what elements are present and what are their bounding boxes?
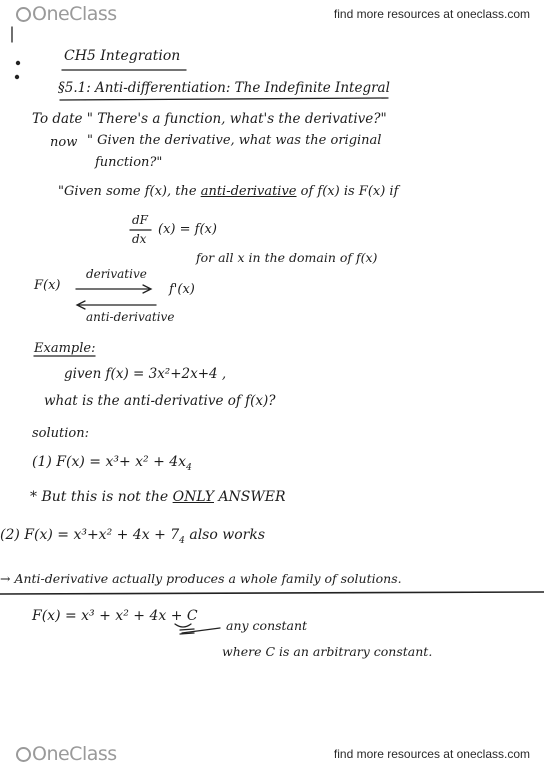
definition-prefix: "Given some f(x), the (58, 184, 197, 199)
bullet-dot-1 (16, 61, 20, 65)
derivative-label: derivative (86, 267, 147, 281)
any-constant-label: any constant (226, 618, 308, 633)
example-label: Example: (34, 341, 96, 356)
now-line-2: function?" (95, 155, 163, 170)
solution-2-subscript: 4 (179, 535, 185, 546)
general-solution: F(x) = x³ + x² + 4x + C (32, 608, 198, 624)
c-arrow (182, 628, 220, 633)
definition-suffix: of f(x) is F(x) if (300, 184, 399, 199)
footer-logo-text: OneClass (32, 743, 117, 765)
solution-2 (0, 527, 265, 546)
frac-numerator: dF (132, 213, 149, 227)
where-c-line: where C is an arbitrary constant. (222, 644, 433, 659)
family-line: → Anti-derivative actually produces a whole family of solutions. (0, 571, 402, 586)
solution-2-text: (2) F(x) = x³+x² + 4x + 7 (0, 527, 180, 543)
now-line-1: " Given the derivative, what was the original (87, 133, 382, 148)
definition-line (58, 184, 398, 199)
for-all-line: for all x in the domain of f(x) (196, 250, 378, 265)
frac-denominator: dx (132, 232, 147, 246)
family-underline (0, 592, 544, 594)
c-double-line-1 (180, 629, 194, 630)
anti-derivative-label: anti-derivative (86, 310, 175, 324)
page-header (0, 0, 544, 30)
logo-text: OneClass (32, 3, 117, 25)
section-title: §5.1: Anti-differentiation: The Indefinite Integral (58, 80, 390, 96)
F-of-x: F(x) (34, 278, 61, 293)
given-fx-line: given f(x) = 3x²+2x+4 , (64, 366, 227, 382)
now-label: now (50, 135, 78, 150)
section-underline (60, 98, 388, 100)
oneclass-logo[interactable] (16, 3, 117, 25)
c-bracket (175, 624, 191, 627)
what-is-line: what is the anti-derivative of f(x)? (44, 393, 276, 409)
c-double-line-2 (180, 633, 194, 634)
chapter-title: CH5 Integration (64, 48, 181, 64)
f-prime-of-x: f'(x) (169, 282, 195, 297)
frac-rest: (x) = f(x) (158, 222, 217, 237)
to-date-line: To date " There's a function, what's the derivative?" (32, 111, 387, 127)
but-suffix: ANSWER (218, 489, 286, 505)
page-footer (0, 740, 544, 770)
footer-tagline[interactable]: find more resources at oneclass.com (333, 747, 530, 761)
but-line (30, 489, 286, 505)
but-only: ONLY (172, 489, 214, 505)
anti-derivative-arrow-head (77, 301, 85, 309)
solution-1-subscript: 4 (186, 462, 192, 473)
solution-1-text: (1) F(x) = x³+ x² + 4x (32, 454, 187, 470)
but-prefix: * But this is not the (30, 489, 169, 505)
solution-2-tail: also works (189, 527, 266, 543)
definition-anti-derivative: anti-derivative (200, 184, 297, 199)
derivative-arrow-head (143, 285, 151, 293)
bullet-dot-2 (15, 75, 19, 79)
solution-1 (32, 454, 192, 473)
header-tagline[interactable]: find more resources at oneclass.com (333, 7, 530, 21)
solution-label: solution: (32, 426, 89, 441)
oneclass-footer-logo[interactable] (16, 743, 117, 765)
